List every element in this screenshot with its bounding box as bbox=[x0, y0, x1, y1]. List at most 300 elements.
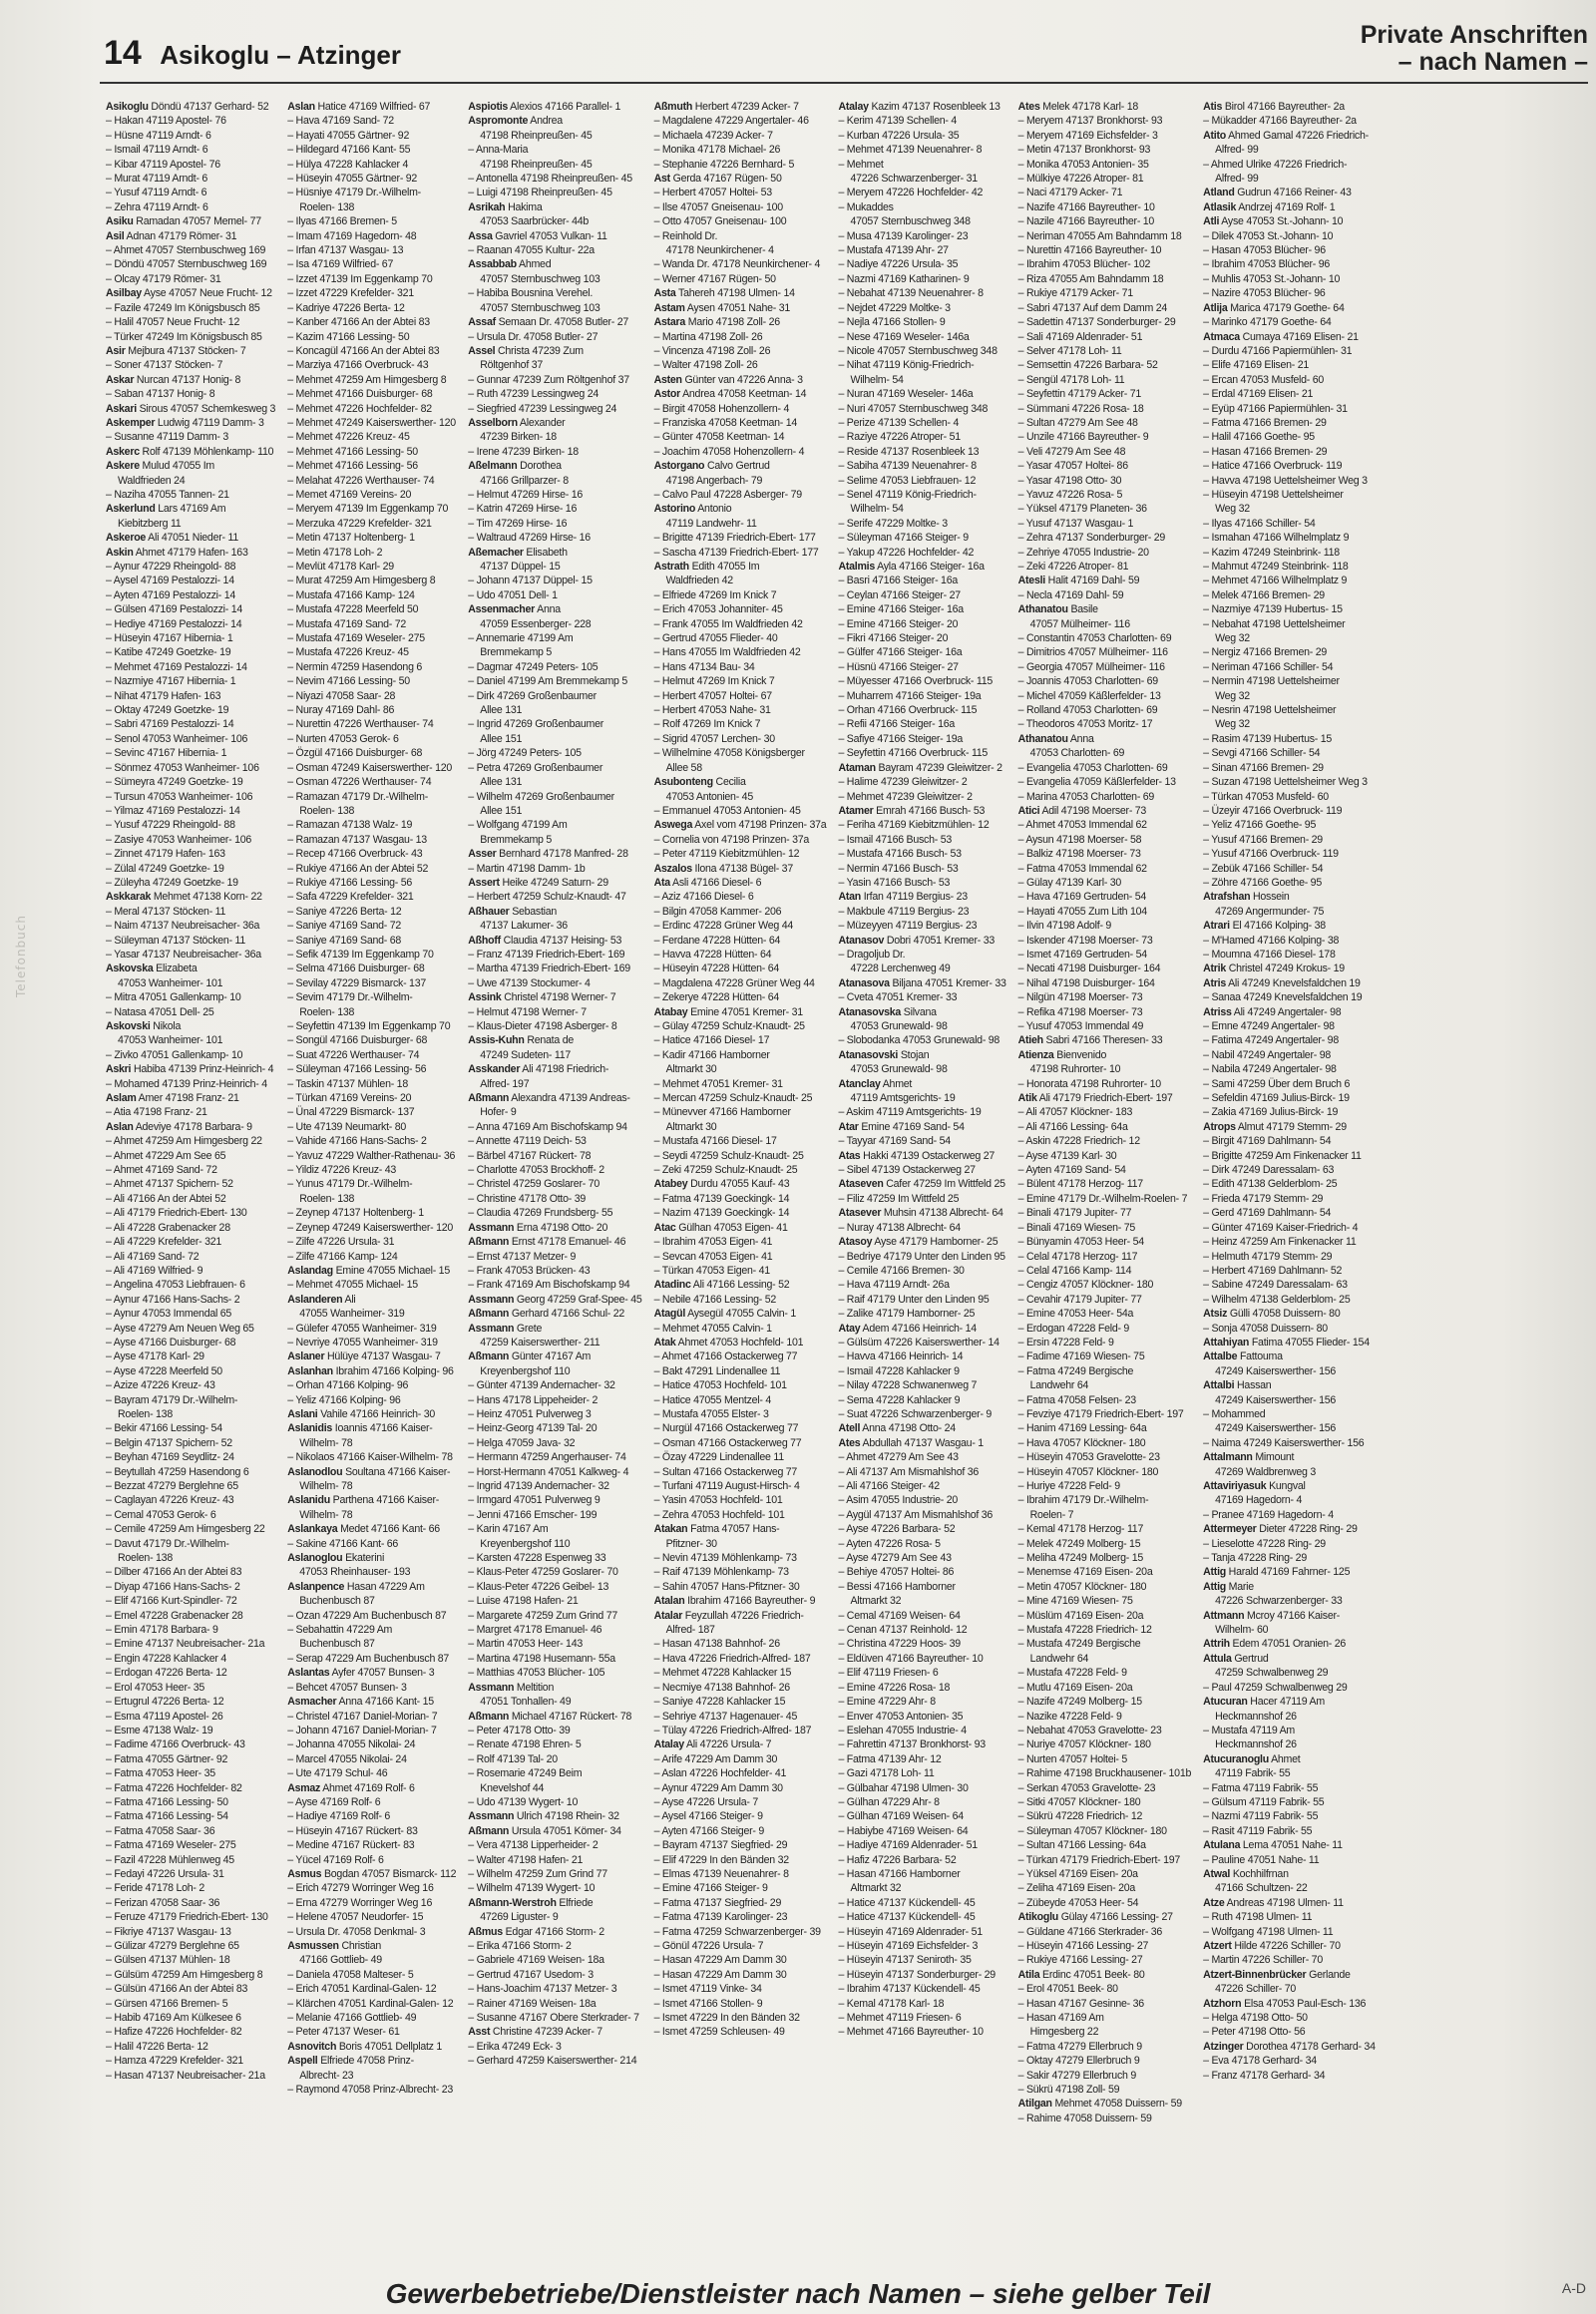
listing-entry: Assink Christel 47198 Werner- 7 bbox=[468, 991, 616, 1004]
listing-entry: – Cveta 47051 Kremer- 33 bbox=[838, 991, 958, 1004]
listing-entry: – Ali 47228 Grabenacker 28 bbox=[106, 1221, 230, 1234]
listing-entry: – Magdalene 47229 Angertaler- 46 bbox=[653, 115, 809, 128]
listing-entry: Askar Nurcan 47137 Honig- 8 bbox=[106, 373, 241, 386]
listing-entry: – Helmut 47269 Im Knick 7 bbox=[653, 675, 775, 688]
listing-entry: – Pauline 47051 Nahe- 11 bbox=[1203, 1853, 1320, 1866]
listing-entry: – Zasiye 47053 Wanheimer- 106 bbox=[106, 833, 252, 846]
listing-entry: – Horst-Hermann 47051 Kalkweg- 4 bbox=[468, 1465, 629, 1478]
listing-entry: – Azize 47226 Kreuz- 43 bbox=[106, 1379, 215, 1392]
listing-entry: Atalar Feyzullah 47226 Friedrich- bbox=[653, 1609, 804, 1622]
listing-entry: – Mukaddes bbox=[838, 200, 894, 213]
listing-entry: – Johann 47137 Düppel- 15 bbox=[468, 575, 593, 587]
listing-entry: – Gülhan 47229 Ahr- 8 bbox=[838, 1795, 940, 1808]
listing-entry: Altmarkt 30 bbox=[665, 1120, 717, 1133]
listing-entry: Atan Irfan 47119 Bergius- 23 bbox=[838, 891, 968, 904]
listing-entry: 47051 Tonhallen- 49 bbox=[480, 1696, 572, 1709]
listing-entry: – Kazim 47249 Steinbrink- 118 bbox=[1203, 546, 1340, 559]
listing-entry: – Gülsen 47137 Mühlen- 18 bbox=[106, 1954, 230, 1967]
listing-entry: Heckmannshof 26 bbox=[1215, 1710, 1297, 1723]
listing-entry: – Ismet 47119 Vinke- 34 bbox=[653, 1983, 762, 1996]
listing-entry: – Yeliz 47166 Goethe- 95 bbox=[1203, 819, 1317, 832]
listing-entry: – Sigrid 47057 Lerchen- 30 bbox=[653, 732, 775, 745]
listing-entry: Roelen- 138 bbox=[299, 1192, 355, 1205]
listing-entry: – Zübeyde 47053 Heer- 54 bbox=[1017, 1896, 1139, 1909]
listing-entry: – Davut 47179 Dr.-Wilhelm- bbox=[106, 1537, 229, 1550]
listing-entry: 47166 Gottlieb- 49 bbox=[299, 1954, 382, 1967]
listing-entry: – Sonja 47058 Duissern- 80 bbox=[1203, 1322, 1328, 1335]
listing-entry: – Sümmani 47226 Rosa- 18 bbox=[1017, 402, 1144, 415]
listing-entry: Wilhelm- 54 bbox=[850, 503, 904, 516]
listing-entry: – Beyhan 47169 Seydlitz- 24 bbox=[106, 1451, 234, 1464]
listing-entry: – Hafiz 47226 Barbara- 52 bbox=[838, 1853, 957, 1866]
listing-entry: – Wilhelm 47269 Großenbaumer bbox=[468, 790, 614, 803]
listing-entry: – Aygül 47137 Am Mismahlshof 36 bbox=[838, 1508, 994, 1521]
listing-entry: Atzhorn Elsa 47053 Paul-Esch- 136 bbox=[1203, 1997, 1367, 2010]
listing-entry: – Nebahat 47053 Gravelotte- 23 bbox=[1017, 1724, 1162, 1736]
listing-entry: – Nihat 47179 Hafen- 163 bbox=[106, 689, 221, 702]
listing-entry: – Stephanie 47226 Bernhard- 5 bbox=[653, 158, 795, 171]
listing-entry: – Hüseyin 47166 Lessing- 27 bbox=[1017, 1940, 1149, 1952]
listing-entry: Weg 32 bbox=[1215, 503, 1250, 516]
listing-entry: – Fatma 47055 Gärtner- 92 bbox=[106, 1752, 228, 1765]
listing-entry: Askari Sirous 47057 Schemkesweg 3 bbox=[106, 402, 276, 415]
listing-entry: Röltgenhof 37 bbox=[480, 359, 543, 372]
listing-entry: – Martin 47053 Heer- 143 bbox=[468, 1638, 583, 1651]
listing-entry: – Bayram 47179 Dr.-Wilhelm- bbox=[106, 1393, 238, 1406]
listing-entry: Asskander Ali 47198 Friedrich- bbox=[468, 1063, 609, 1076]
listing-entry: – Habiba Bousnina Verehel. bbox=[468, 287, 594, 300]
listing-entry: – Asim 47055 Industrie- 20 bbox=[838, 1494, 958, 1507]
listing-entry: Atieh Sabri 47166 Theresen- 33 bbox=[1017, 1034, 1163, 1047]
listing-entry: – Niyazi 47058 Saar- 28 bbox=[287, 689, 396, 702]
listing-entry: – Refii 47166 Steiger- 16a bbox=[838, 718, 956, 731]
listing-entry: – Hermann 47259 Angerhauser- 74 bbox=[468, 1451, 626, 1464]
listing-entry: – Ahmet 47259 Am Himgesberg 22 bbox=[106, 1135, 262, 1148]
listing-entry: – Erich 47051 Kardinal-Galen- 12 bbox=[287, 1983, 437, 1996]
listing-entry: – Mehmet 47239 Gleiwitzer- 2 bbox=[838, 790, 973, 803]
listing-entry: Attalbe Fattouma bbox=[1203, 1350, 1283, 1363]
listing-entry: Kreyenbergshof 110 bbox=[480, 1537, 571, 1550]
listing-entry: Allee 131 bbox=[480, 704, 523, 717]
listing-entry: Himgesberg 22 bbox=[1029, 2026, 1099, 2039]
listing-entry: – Münevver 47166 Hamborner bbox=[653, 1106, 791, 1119]
listing-entry: – Irmgard 47051 Pulverweg 9 bbox=[468, 1494, 600, 1507]
listing-entry: – Beytullah 47259 Hasendong 6 bbox=[106, 1465, 249, 1478]
listing-entry: – Sevilay 47229 Bismarck- 137 bbox=[287, 976, 426, 989]
listing-entry: – Birgit 47169 Dahlmann- 54 bbox=[1203, 1135, 1332, 1148]
listing-entry: – Erol 47051 Beek- 80 bbox=[1017, 1983, 1118, 1996]
listing-entry: – Mehmet 47166 Lessing- 50 bbox=[287, 445, 418, 458]
edge-watermark: Telefonbuch bbox=[14, 915, 28, 997]
listing-entry: – Franz 47178 Gerhard- 34 bbox=[1203, 2069, 1326, 2082]
listing-entry: Astorino Antonio bbox=[653, 503, 732, 516]
listing-entry: Aslan Adeviye 47178 Barbara- 9 bbox=[106, 1120, 252, 1133]
listing-entry: – Christel 47167 Daniel-Morian- 7 bbox=[287, 1710, 438, 1723]
listing-entry: – Yusuf 47053 Immendal 49 bbox=[1017, 1020, 1144, 1032]
listing-entry: Atwal Kochhilfrnan bbox=[1203, 1867, 1289, 1880]
listing-entry: – Petra 47269 Großenbaumer bbox=[468, 761, 603, 774]
listing-entry: – Heinz 47051 Pulverweg 3 bbox=[468, 1407, 592, 1420]
listing-entry: – Fahrettin 47137 Bronkhorst- 93 bbox=[838, 1738, 986, 1751]
listing-entry: – Ali 47137 Am Mismahlshof 36 bbox=[838, 1465, 980, 1478]
listing-entry: Alfred- 187 bbox=[665, 1624, 715, 1637]
listing-entry: – Michaela 47239 Acker- 7 bbox=[653, 129, 773, 142]
listing-entry: Atagül Aysegül 47055 Calvin- 1 bbox=[653, 1308, 797, 1321]
listing-entry: – Matthias 47053 Blücher- 105 bbox=[468, 1667, 605, 1680]
listing-entry: Athanatou Anna bbox=[1017, 732, 1094, 745]
listing-entry: – Uwe 47139 Stockumer- 4 bbox=[468, 976, 591, 989]
listing-entry: Alfred- 197 bbox=[480, 1077, 530, 1090]
listing-entry: – Mehmet 47226 Hochfelder- 82 bbox=[287, 402, 432, 415]
listing-entry: – Sami 47259 Über dem Bruch 6 bbox=[1203, 1077, 1351, 1090]
listing-entry: – Dimitrios 47057 Mülheimer- 116 bbox=[1017, 646, 1168, 659]
listing-entry: – Hüseyin 47053 Gravelotte- 23 bbox=[1017, 1451, 1160, 1464]
listing-entry: 47198 Angerbach- 79 bbox=[665, 474, 763, 487]
listing-entry: – Ayse 47169 Rolf- 6 bbox=[287, 1795, 381, 1808]
listing-entry: Altmarkt 30 bbox=[665, 1063, 717, 1076]
listing-entry: – Martina 47198 Husemann- 55a bbox=[468, 1652, 615, 1665]
listing-entry: – Gülsen 47169 Pestalozzi- 14 bbox=[106, 603, 243, 616]
listing-entry: Atay Adem 47166 Heinrich- 14 bbox=[838, 1322, 977, 1335]
listing-entry: 47053 Charlotten- 69 bbox=[1029, 747, 1125, 760]
listing-column bbox=[106, 100, 275, 2254]
listing-entry: – Nabil 47249 Angertaler- 98 bbox=[1203, 1048, 1331, 1061]
listing-entry: – Hasan 47138 Bahnhof- 26 bbox=[653, 1638, 780, 1651]
listing-entry: – Fatma 47139 Ahr- 12 bbox=[838, 1752, 942, 1765]
listing-entry: – Nazmi 47119 Fabrik- 55 bbox=[1203, 1810, 1319, 1823]
listing-entry: – Mustafa 47055 Elster- 3 bbox=[653, 1407, 769, 1420]
listing-entry: – Theodoros 47053 Moritz- 17 bbox=[1017, 718, 1153, 731]
listing-column bbox=[1203, 100, 1376, 2254]
listing-entry: – Halil 47166 Goethe- 95 bbox=[1203, 431, 1315, 444]
listing-entry: – Yüksel 47169 Eisen- 20a bbox=[1017, 1867, 1138, 1880]
listing-entry: – Wilhelm 47139 Wygert- 10 bbox=[468, 1882, 596, 1895]
listing-entry: – Senel 47119 König-Friedrich- bbox=[838, 488, 977, 501]
listing-entry: – Ayse 47139 Karl- 30 bbox=[1017, 1149, 1117, 1162]
listing-entry: 47057 Sternbuschweg 103 bbox=[480, 272, 600, 285]
listing-entry: – M'Hamed 47166 Kolping- 38 bbox=[1203, 934, 1340, 947]
listing-entry: Asta Tahereh 47198 Ulmen- 14 bbox=[653, 287, 795, 300]
listing-entry: – Magdalena 47228 Grüner Weg 44 bbox=[653, 976, 815, 989]
listing-entry: Asselborn Alexander bbox=[468, 416, 566, 429]
listing-entry: – Neriman 47055 Am Bahndamm 18 bbox=[1017, 229, 1182, 242]
listing-entry: – Ibrahim 47053 Eigen- 41 bbox=[653, 1236, 773, 1249]
listing-entry: Allee 151 bbox=[480, 804, 523, 817]
listing-entry: – Musa 47139 Karolinger- 23 bbox=[838, 229, 969, 242]
listing-entry: – Safiye 47166 Steiger- 19a bbox=[838, 732, 964, 745]
listing-entry: – Zeki 47259 Schulz-Knaudt- 25 bbox=[653, 1164, 798, 1177]
listing-entry: – Osman 47226 Werthauser- 74 bbox=[287, 776, 432, 789]
listing-entry: – Bakt 47291 Lindenallee 11 bbox=[653, 1364, 781, 1377]
listing-entry: – Sengül 47178 Loh- 11 bbox=[1017, 373, 1125, 386]
listing-entry: – Irfan 47137 Wasgau- 13 bbox=[287, 244, 404, 257]
listing-entry: Waldfrieden 42 bbox=[665, 575, 733, 587]
listing-entry: – Hüseyin 47167 Rückert- 83 bbox=[287, 1824, 418, 1837]
listing-entry: – Emine 47053 Heer- 54a bbox=[1017, 1308, 1134, 1321]
listing-entry: Atalan Ibrahim 47166 Bayreuther- 9 bbox=[653, 1595, 816, 1608]
listing-entry: – Türkan 47053 Musfeld- 60 bbox=[1203, 790, 1329, 803]
listing-entry: Aßmann-Werstroh Elfriede bbox=[468, 1896, 594, 1909]
listing-entry: – Engin 47228 Kahlacker 4 bbox=[106, 1652, 226, 1665]
listing-entry: Kreyenbergshof 110 bbox=[480, 1364, 571, 1377]
listing-entry: – Yasar 47137 Neubreisacher- 36a bbox=[106, 948, 261, 961]
listing-entry: – Fatima 47249 Angertaler- 98 bbox=[1203, 1034, 1339, 1047]
listing-entry: – Ismail 47228 Kahlacker 9 bbox=[838, 1364, 960, 1377]
listing-entry: – Aynur 47053 Immendal 65 bbox=[106, 1308, 232, 1321]
listing-entry: Atsiz Gülli 47058 Duissern- 80 bbox=[1203, 1308, 1341, 1321]
listing-entry: – Ayten 47226 Rosa- 5 bbox=[838, 1537, 941, 1550]
listing-entry: – Eldüven 47166 Bayreuther- 10 bbox=[838, 1652, 984, 1665]
listing-entry: – Wilhelm 47259 Zum Grind 77 bbox=[468, 1867, 607, 1880]
listing-entry: – Kadir 47166 Hamborner bbox=[653, 1048, 770, 1061]
listing-entry: Heckmannshof 26 bbox=[1215, 1738, 1297, 1751]
listing-entry: – Helmut 47198 Werner- 7 bbox=[468, 1005, 587, 1018]
listing-entry: Assmann Grete bbox=[468, 1322, 543, 1335]
listing-entry: Atik Ali 47179 Friedrich-Ebert- 197 bbox=[1017, 1092, 1173, 1105]
listing-entry: – Süleyman 47137 Stöcken- 11 bbox=[106, 934, 246, 947]
listing-entry: – Paul 47259 Schwalbenweg 29 bbox=[1203, 1681, 1348, 1694]
listing-entry: – Mine 47169 Wiesen- 75 bbox=[1017, 1595, 1133, 1608]
listing-entry: – Raziye 47226 Atroper- 51 bbox=[838, 431, 961, 444]
listing-entry: Aslam Amer 47198 Franz- 21 bbox=[106, 1092, 239, 1105]
listing-entry: – Müyesser 47166 Overbruck- 115 bbox=[838, 675, 994, 688]
listing-entry: – Mehmet 47166 Duisburger- 68 bbox=[287, 388, 433, 401]
listing-entry: – Aslan 47226 Hochfelder- 41 bbox=[653, 1767, 787, 1780]
listing-column bbox=[287, 100, 456, 2254]
listing-entry: – Hüseyin 47167 Hibernia- 1 bbox=[106, 632, 233, 645]
listing-entry: – Hatice 47053 Hochfeld- 101 bbox=[653, 1379, 787, 1392]
listing-entry: Attalmann Mimount bbox=[1203, 1451, 1295, 1464]
listing-entry: – Sahin 47057 Hans-Pfitzner- 30 bbox=[653, 1580, 800, 1593]
listing-entry: – Hayati 47055 Gärtner- 92 bbox=[287, 129, 410, 142]
listing-entry: – Ayse 47226 Ursula- 7 bbox=[653, 1795, 758, 1808]
listing-entry: – Murat 47259 Am Himgesberg 8 bbox=[287, 575, 436, 587]
listing-entry: – Klaus-Peter 47226 Geibel- 13 bbox=[468, 1580, 609, 1593]
listing-entry: – Veli 47279 Am See 48 bbox=[1017, 445, 1126, 458]
listing-entry: – Menemse 47169 Eisen- 20a bbox=[1017, 1566, 1153, 1579]
listing-entry: Aßmann Gerhard 47166 Schul- 22 bbox=[468, 1308, 625, 1321]
listing-entry: – Hüsnü 47166 Steiger- 27 bbox=[838, 660, 959, 673]
listing-entry: – Yasin 47053 Hochfeld- 101 bbox=[653, 1494, 783, 1507]
listing-entry: – Esme 47138 Walz- 19 bbox=[106, 1724, 213, 1736]
listing-entry: – Ahmed Ulrike 47226 Friedrich- bbox=[1203, 158, 1348, 171]
listing-entry: Aspiotis Alexios 47166 Parallel- 1 bbox=[468, 101, 621, 113]
listing-entry: – Safa 47229 Krefelder- 321 bbox=[287, 891, 414, 904]
listing-entry: – Gerd 47169 Dahlmann- 54 bbox=[1203, 1207, 1332, 1220]
listing-entry: – Gerhard 47259 Kaiserswerther- 214 bbox=[468, 2055, 637, 2068]
listing-entry: Askkarak Mehmet 47138 Korn- 22 bbox=[106, 891, 262, 904]
listing-entry: – Emine 47166 Steiger- 9 bbox=[653, 1882, 768, 1895]
listing-entry: – Ünal 47229 Bismarck- 137 bbox=[287, 1106, 415, 1119]
listing-entry: – Mustafa 47226 Kreuz- 45 bbox=[287, 646, 409, 659]
listing-entry: 47053 Wanheimer- 101 bbox=[118, 1034, 223, 1047]
listing-entry: – Nebile 47166 Lessing- 52 bbox=[653, 1293, 777, 1306]
listing-entry: – Ali 47179 Friedrich-Ebert- 130 bbox=[106, 1207, 247, 1220]
listing-entry: Aßmus Edgar 47166 Storm- 2 bbox=[468, 1925, 604, 1938]
listing-entry: – Erdogan 47228 Feld- 9 bbox=[1017, 1322, 1130, 1335]
listing-entry: – Melek 47249 Molberg- 15 bbox=[1017, 1537, 1141, 1550]
listing-entry: – Osman 47249 Kaiserswerther- 120 bbox=[287, 761, 453, 774]
listing-entry: – Nurten 47057 Holtei- 5 bbox=[1017, 1752, 1128, 1765]
listing-entry: – Sefeldin 47169 Julius-Birck- 19 bbox=[1203, 1092, 1350, 1105]
listing-entry: – Halil 47057 Neue Frucht- 12 bbox=[106, 316, 240, 329]
listing-entry: – Naci 47179 Acker- 71 bbox=[1017, 187, 1123, 199]
listing-entry: – Nurten 47053 Gerok- 6 bbox=[287, 732, 399, 745]
listing-entry: – Hüseyin 47169 Eichsfelder- 3 bbox=[838, 1940, 979, 1952]
listing-entry: – Raif 47139 Möhlenkamp- 73 bbox=[653, 1566, 789, 1579]
listing-entry: Atac Gülhan 47053 Eigen- 41 bbox=[653, 1221, 788, 1234]
listing-entry: – Wolfgang 47198 Ulmen- 11 bbox=[1203, 1925, 1334, 1938]
listing-entry: Weg 32 bbox=[1215, 718, 1250, 731]
listing-entry: – Meryem 47226 Hochfelder- 42 bbox=[838, 187, 984, 199]
listing-entry: 47169 Hagedorn- 4 bbox=[1215, 1494, 1303, 1507]
listing-entry: Astam Aysen 47051 Nahe- 31 bbox=[653, 301, 790, 314]
listing-entry: – Siegfried 47239 Lessingweg 24 bbox=[468, 402, 617, 415]
listing-entry: – Franz 47139 Friedrich-Ebert- 169 bbox=[468, 948, 625, 961]
listing-entry: – Wilhelm 47138 Gelderblom- 25 bbox=[1203, 1293, 1351, 1306]
listing-entry: – Basri 47166 Steiger- 16a bbox=[838, 575, 958, 587]
listing-entry: – Fatma 47139 Karolinger- 23 bbox=[653, 1911, 788, 1924]
listing-entry: – Fatma 47166 Lessing- 50 bbox=[106, 1795, 228, 1808]
listing-entry: – Emine 47226 Rosa- 18 bbox=[838, 1681, 951, 1694]
listing-entry: – Bilgin 47058 Kammer- 206 bbox=[653, 905, 782, 918]
listing-entry: – Nejdet 47229 Moltke- 3 bbox=[838, 301, 951, 314]
listing-entry: – Üzeyir 47166 Overbruck- 119 bbox=[1203, 804, 1343, 817]
listing-entry: – Yildiz 47226 Kreuz- 43 bbox=[287, 1164, 397, 1177]
listing-entry: – Ibrahim 47053 Blücher- 96 bbox=[1203, 258, 1331, 271]
listing-entry: – Günter 47169 Kaiser-Friedrich- 4 bbox=[1203, 1221, 1359, 1234]
listing-entry: – Raymond 47058 Prinz-Albrecht- 23 bbox=[287, 2084, 454, 2097]
listing-entry: – Walter 47198 Hafen- 21 bbox=[468, 1853, 584, 1866]
listing-entry: – Metin 47137 Bronkhorst- 93 bbox=[1017, 144, 1151, 157]
listing-entry: – Katrin 47269 Hirse- 16 bbox=[468, 503, 578, 516]
listing-entry: – Necati 47198 Duisburger- 164 bbox=[1017, 963, 1161, 975]
listing-entry: – Ilvin 47198 Adolf- 9 bbox=[1017, 920, 1112, 933]
listing-entry: Alfred- 99 bbox=[1215, 173, 1259, 186]
listing-entry: – Hayati 47055 Zum Lith 104 bbox=[1017, 905, 1147, 918]
listing-entry: – Angelina 47053 Liebfrauen- 6 bbox=[106, 1279, 245, 1292]
listing-entry: – Gertrud 47167 Usedom- 3 bbox=[468, 1968, 594, 1981]
listing-entry: – Erna 47279 Worringer Weg 16 bbox=[287, 1896, 433, 1909]
listing-entry: – Evangelia 47053 Charlotten- 69 bbox=[1017, 761, 1168, 774]
listing-entry: 47269 Waldbrenweg 3 bbox=[1215, 1465, 1316, 1478]
listing-entry: – Mustafa 47228 Meerfeld 50 bbox=[287, 603, 419, 616]
header-rule bbox=[100, 82, 1588, 84]
listing-entry: Buchenbusch 87 bbox=[299, 1595, 375, 1608]
listing-entry: – Mehmet 47166 Bayreuther- 10 bbox=[838, 2026, 984, 2039]
listing-entry: 47249 Kaiserswerther- 156 bbox=[1215, 1393, 1337, 1406]
listing-entry: Roelen- 7 bbox=[1029, 1508, 1074, 1521]
listing-entry: – Hatice 47137 Kückendell- 45 bbox=[838, 1896, 976, 1909]
listing-entry: 47269 Liguster- 9 bbox=[480, 1911, 559, 1924]
listing-entry: – Ercan 47053 Musfeld- 60 bbox=[1203, 373, 1325, 386]
listing-entry: – Zehra 47053 Hochfeld- 101 bbox=[653, 1508, 785, 1521]
listing-entry: Albrecht- 23 bbox=[299, 2069, 354, 2082]
listing-entry: – Fatma 47137 Siegfried- 29 bbox=[653, 1896, 782, 1909]
listing-entry: – Hatice 47166 Diesel- 17 bbox=[653, 1034, 770, 1047]
listing-entry: – Nermin 47259 Hasendong 6 bbox=[287, 660, 423, 673]
listing-entry: Atucuran Hacer 47119 Am bbox=[1203, 1696, 1325, 1709]
listing-entry: Askere Mulud 47055 Im bbox=[106, 460, 215, 473]
listing-entry: – Hasan 47167 Gesinne- 36 bbox=[1017, 1997, 1144, 2010]
listing-entry: Asmaz Ahmet 47169 Rolf- 6 bbox=[287, 1781, 415, 1794]
listing-entry: – Gazi 47178 Loh- 11 bbox=[838, 1767, 935, 1780]
listing-entry: – Ismet 47229 In den Bänden 32 bbox=[653, 2012, 800, 2025]
listing-entry: – Cengiz 47057 Klöckner- 180 bbox=[1017, 1279, 1154, 1292]
listing-entry: – Aysun 47198 Moerser- 58 bbox=[1017, 833, 1142, 846]
listing-entry: – Nevriye 47055 Wanheimer- 319 bbox=[287, 1336, 438, 1349]
listing-entry: – Emine 47137 Neubreisacher- 21a bbox=[106, 1638, 265, 1651]
listing-entry: – Annette 47119 Deich- 53 bbox=[468, 1135, 587, 1148]
listing-entry: – Katibe 47249 Goetzke- 19 bbox=[106, 646, 231, 659]
listing-entry: Aspromonte Andrea bbox=[468, 115, 563, 128]
listing-entry: – Mustafa 47169 Sand- 72 bbox=[287, 617, 407, 630]
listing-entry: – Wilhelmine 47058 Königsberger bbox=[653, 747, 805, 760]
listing-entry: – Cemal 47169 Weisen- 64 bbox=[838, 1609, 961, 1622]
listing-entry: Waldfrieden 24 bbox=[118, 474, 186, 487]
listing-entry: – Sebahattin 47229 Am bbox=[287, 1624, 393, 1637]
listing-entry: Asmussen Christian bbox=[287, 1940, 382, 1952]
listing-entry: – Hüseyin 47137 Sonderburger- 29 bbox=[838, 1968, 996, 1981]
listing-entry: – Nazife 47249 Molberg- 15 bbox=[1017, 1696, 1142, 1709]
listing-entry: – Raif 47179 Unter den Linden 95 bbox=[838, 1293, 990, 1306]
listing-entry: 47249 Kaiserswerther- 156 bbox=[1215, 1422, 1337, 1435]
listing-entry: – Rahime 47198 Bruckhausener- 101b bbox=[1017, 1767, 1192, 1780]
listing-entry: – Emine 47166 Steiger- 20 bbox=[838, 617, 959, 630]
listing-column bbox=[1018, 100, 1191, 2254]
listing-entry: – Yusuf 47229 Rheingold- 88 bbox=[106, 819, 235, 832]
listing-entry: – Murat 47119 Arndt- 6 bbox=[106, 173, 208, 186]
listing-entry: – Fevziye 47179 Friedrich-Ebert- 197 bbox=[1017, 1407, 1184, 1420]
listing-entry: – Sabine 47249 Daressalam- 63 bbox=[1203, 1279, 1348, 1292]
listing-entry: – Isa 47169 Wilfried- 67 bbox=[287, 258, 394, 271]
listing-entry: – Anna 47169 Am Bischofskamp 94 bbox=[468, 1120, 627, 1133]
listing-entry: – Yusuf 47166 Bremen- 29 bbox=[1203, 833, 1323, 846]
listing-entry: – Meryem 47137 Bronkhorst- 93 bbox=[1017, 115, 1163, 128]
listing-entry: – Sema 47228 Kahlacker 9 bbox=[838, 1393, 961, 1406]
listing-entry: Aslanpence Hasan 47229 Am bbox=[287, 1580, 425, 1593]
listing-entry: 47053 Rheinhauser- 193 bbox=[299, 1566, 411, 1579]
listing-entry: Assert Heike 47249 Saturn- 29 bbox=[468, 876, 608, 889]
listing-entry: – Michel 47059 Käßlerfelder- 13 bbox=[1017, 689, 1161, 702]
listing-entry: – Seydi 47259 Schulz-Knaudt- 25 bbox=[653, 1149, 804, 1162]
listing-entry: – Orhan 47166 Overbruck- 115 bbox=[838, 704, 978, 717]
listing-entry: – Atia 47198 Franz- 21 bbox=[106, 1106, 207, 1119]
listing-entry: – Selma 47166 Duisburger- 68 bbox=[287, 963, 425, 975]
listing-entry: – Tayyar 47169 Sand- 54 bbox=[838, 1135, 951, 1148]
listing-entry: Aßmann Alexandra 47139 Andreas- bbox=[468, 1092, 630, 1105]
listing-entry: – Slobodanka 47053 Grunewald- 98 bbox=[838, 1034, 1000, 1047]
listing-entry: Astara Mario 47198 Zoll- 26 bbox=[653, 316, 780, 329]
listing-entry: – Gülizar 47279 Berglehne 65 bbox=[106, 1940, 239, 1952]
listing-entry: – Yilmaz 47169 Pestalozzi- 14 bbox=[106, 804, 240, 817]
listing-entry: Wilhelm- 78 bbox=[299, 1480, 353, 1492]
listing-entry: – Rukiye 47166 Lessing- 56 bbox=[287, 876, 413, 889]
listing-entry: – Türker 47249 Im Königsbusch 85 bbox=[106, 330, 262, 343]
listing-entry: – Johann 47167 Daniel-Morian- 7 bbox=[287, 1724, 437, 1736]
listing-entry: – Nurettin 47226 Werthauser- 74 bbox=[287, 718, 434, 731]
listing-entry: – Constantin 47053 Charlotten- 69 bbox=[1017, 632, 1172, 645]
listing-entry: – Bezzat 47279 Berglehne 65 bbox=[106, 1480, 238, 1492]
listing-entry: – Zöhre 47166 Goethe- 95 bbox=[1203, 876, 1322, 889]
listing-entry: – Ahmet 47169 Sand- 72 bbox=[106, 1164, 217, 1177]
listing-entry: – Fatma 47166 Lessing- 54 bbox=[106, 1810, 228, 1823]
listing-entry: Ata Asli 47166 Diesel- 6 bbox=[653, 876, 762, 889]
listing-entry: – Ilyas 47166 Bremen- 5 bbox=[287, 215, 397, 228]
listing-entry: – Feride 47178 Loh- 2 bbox=[106, 1882, 204, 1895]
listing-entry: – Hasan 47166 Hamborner bbox=[838, 1867, 961, 1880]
listing-entry: – Mehmet bbox=[838, 158, 884, 171]
